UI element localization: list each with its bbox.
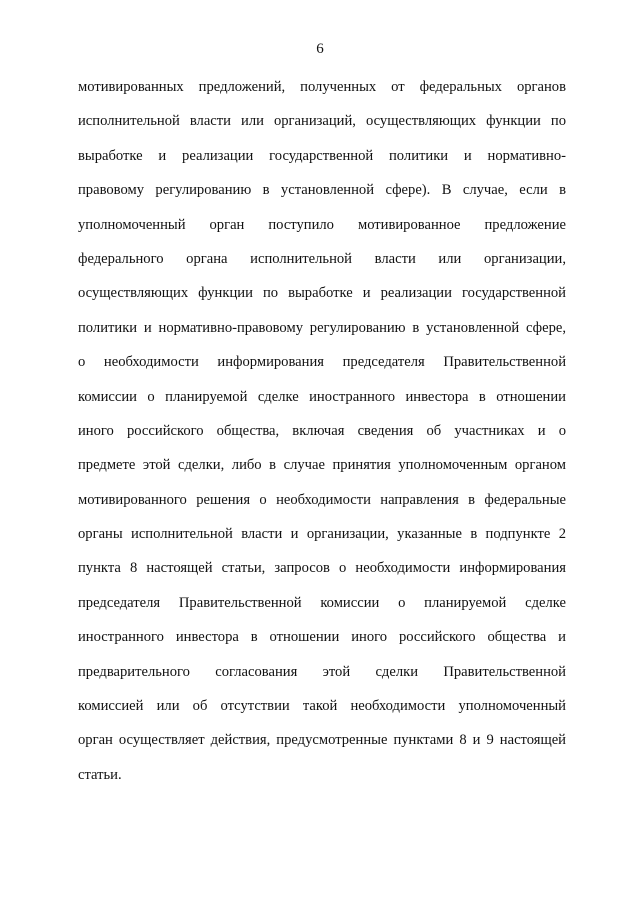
- text-line: правовому регулированию в установленной сфере). В случае, если в: [78, 182, 566, 199]
- text-line: исполнительной власти или организаций, осуществляющих функции по: [78, 113, 566, 130]
- text-line: политики и нормативно-правовому регулированию в установленной сфере,: [78, 319, 566, 336]
- text-line: уполномоченный орган поступило мотивированное предложение: [78, 216, 566, 233]
- text-line: мотивированного решения о необходимости направления в федеральные: [78, 491, 566, 508]
- text-line: председателя Правительственной комиссии о планируемой сделке: [78, 594, 566, 611]
- text-line: выработке и реализации государственной политики и нормативно-: [78, 147, 566, 164]
- text-line: иного российского общества, включая сведения об участниках и о: [78, 422, 566, 439]
- page-number: 6: [316, 41, 324, 57]
- text-line: федерального органа исполнительной власти или организации,: [78, 250, 566, 267]
- text-line: комиссии о планируемой сделке иностранного инвестора в отношении: [78, 388, 566, 405]
- text-line: предварительного согласования этой сделки Правительственной: [78, 663, 566, 680]
- text-line: о необходимости информирования председателя Правительственной: [78, 354, 566, 371]
- text-line: орган осуществляет действия, предусмотренные пунктами 8 и 9 настоящей: [78, 732, 566, 749]
- text-line: пункта 8 настоящей статьи, запросов о необходимости информирования: [78, 560, 566, 577]
- text-line: органы исполнительной власти и организации, указанные в подпункте 2: [78, 526, 566, 543]
- text-line: статьи.: [78, 766, 122, 783]
- text-line: комиссией или об отсутствии такой необходимости уполномоченный: [78, 698, 566, 715]
- text-line: мотивированных предложений, полученных от федеральных органов: [78, 79, 566, 95]
- text-line: иностранного инвестора в отношении иного российского общества и: [78, 629, 566, 646]
- text-line: предмете этой сделки, либо в случае принятия уполномоченным органом: [78, 457, 566, 474]
- body-paragraph: [78, 76, 566, 798]
- text-line: осуществляющих функции по выработке и реализации государственной: [78, 285, 566, 302]
